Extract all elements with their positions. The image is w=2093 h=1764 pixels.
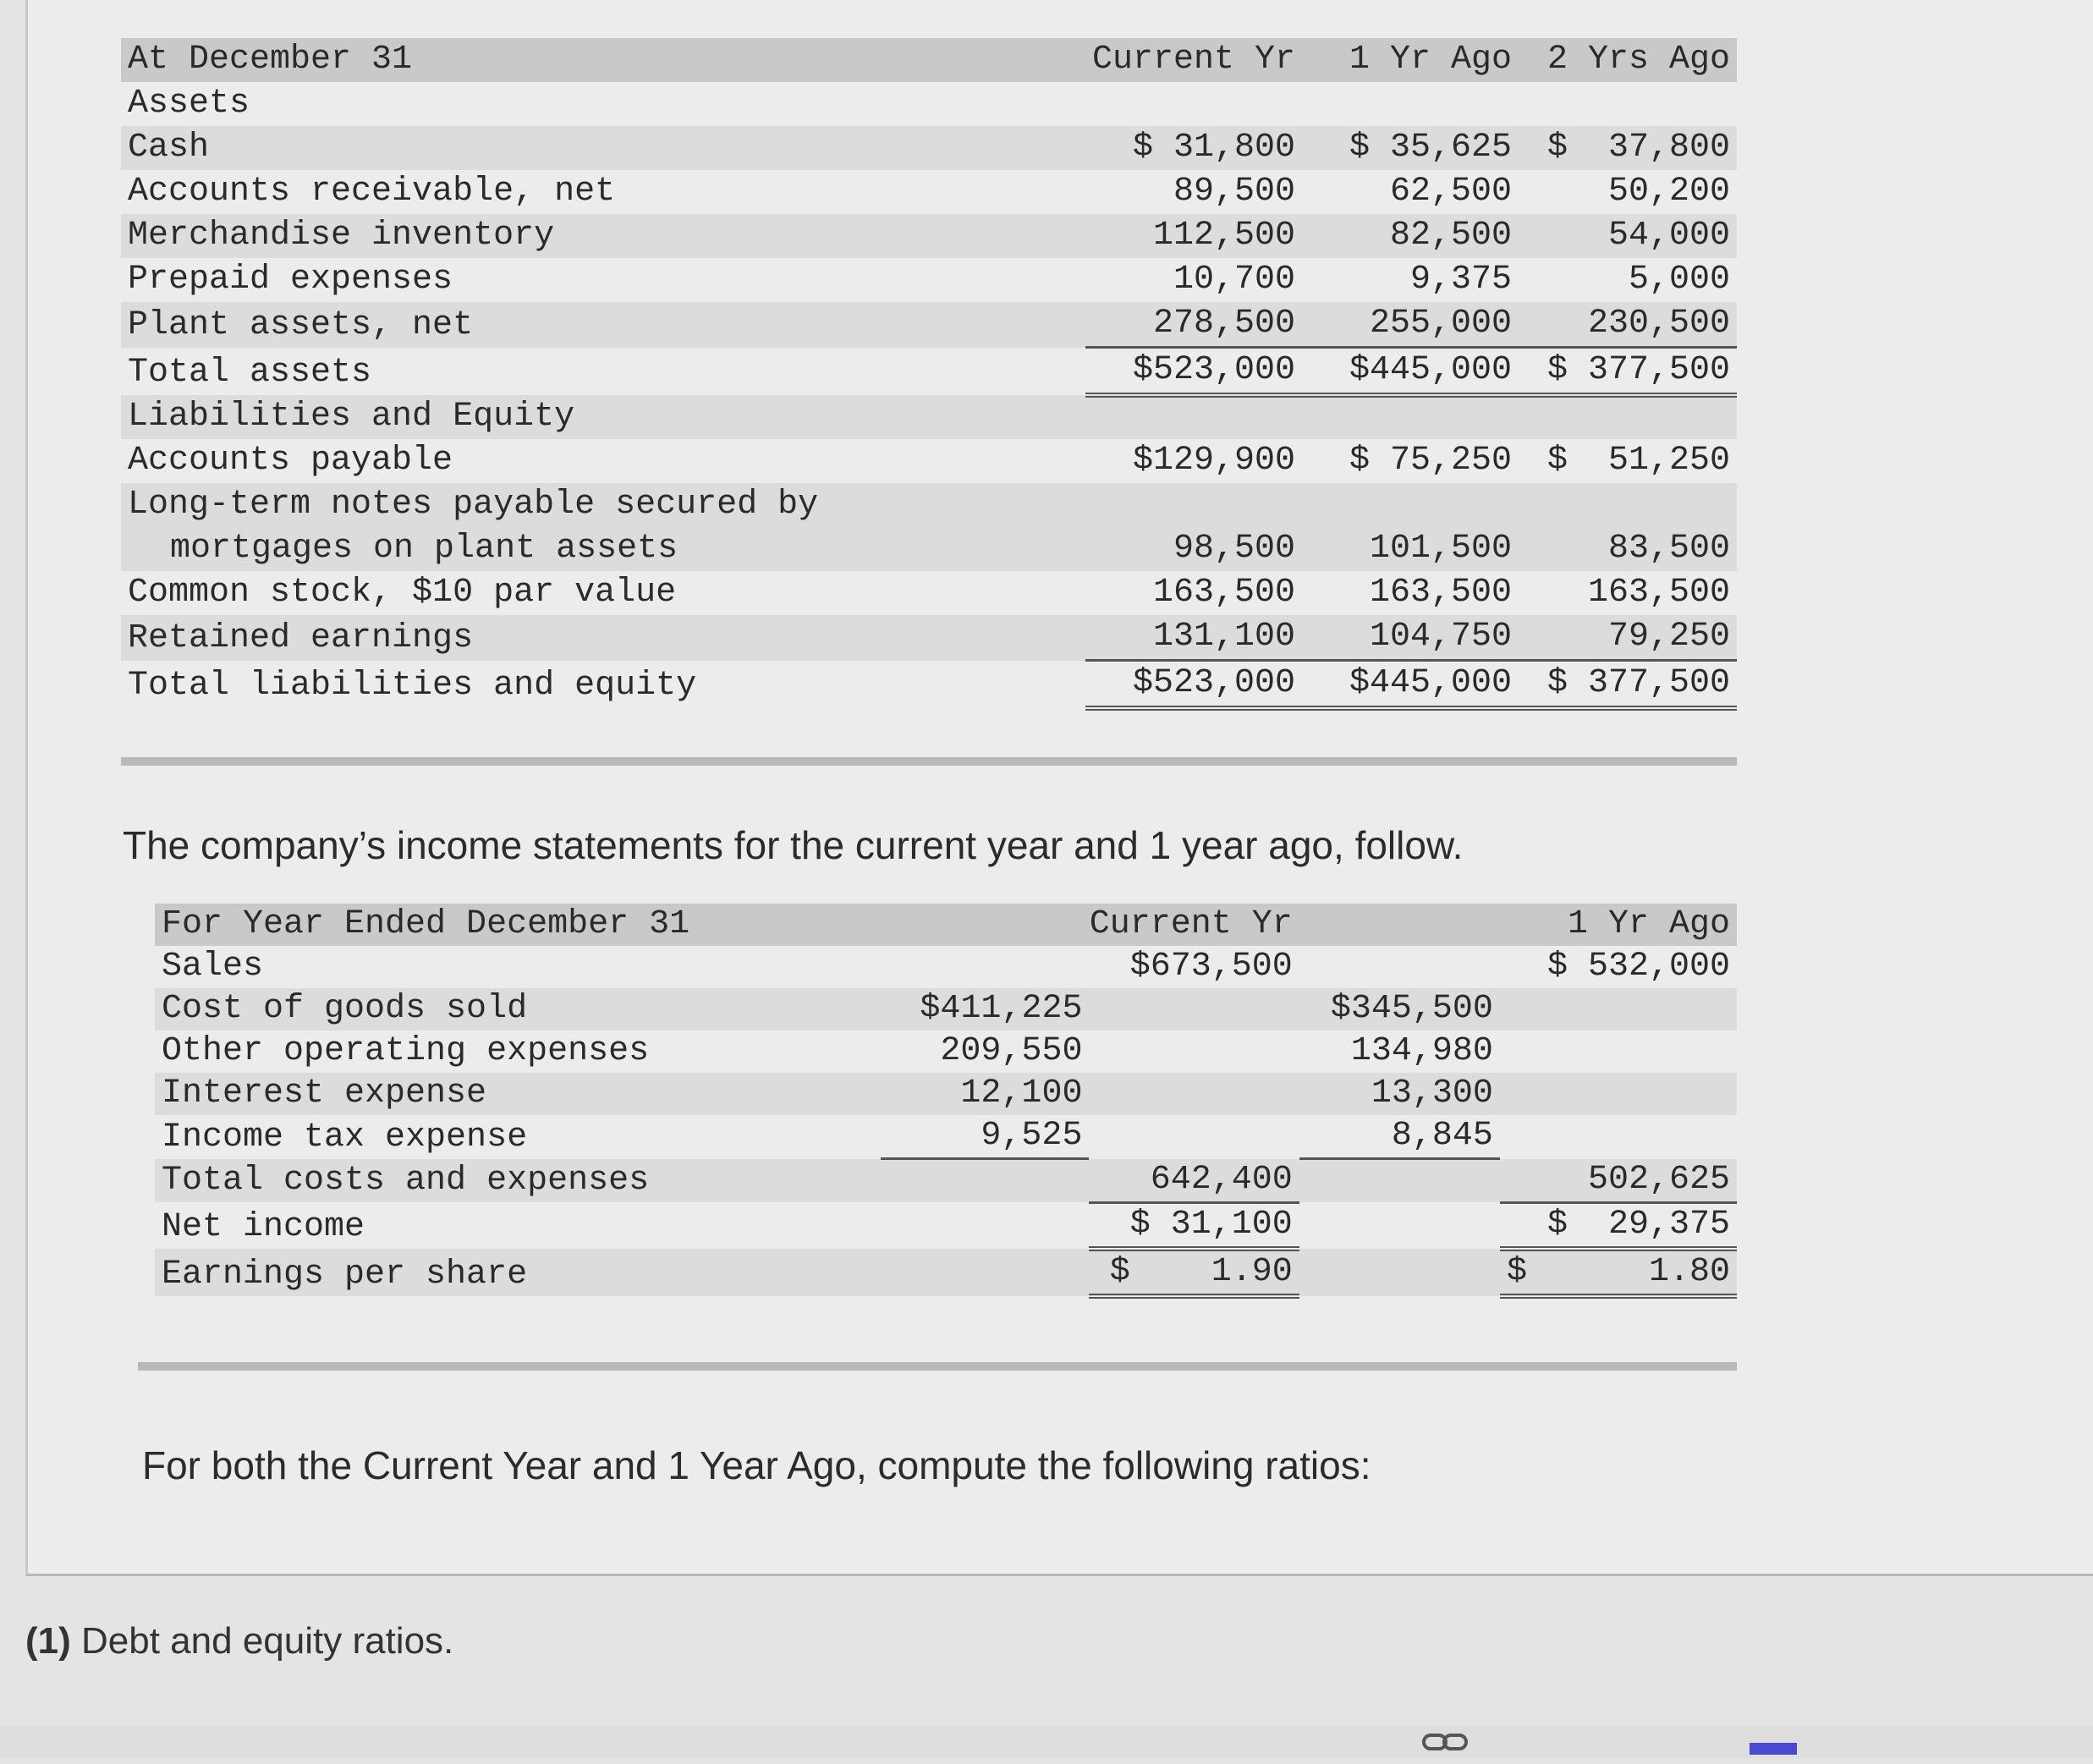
cell-value: 82,500: [1302, 214, 1519, 258]
is-col-current: Current Yr: [881, 904, 1299, 946]
question-number: (1): [25, 1620, 71, 1662]
row-label: Long-term notes payable secured by: [121, 483, 1085, 527]
table-row: [121, 483, 1737, 527]
cell-value: $ 75,250: [1349, 442, 1512, 480]
row-label: Total costs and expenses: [155, 1159, 881, 1203]
income-header: [155, 904, 1737, 946]
bs-col-1yr: 1 Yr Ago: [1302, 38, 1519, 82]
table-row: [121, 439, 1737, 483]
table-row: [121, 615, 1737, 661]
cell-value: $523,000: [1085, 661, 1302, 709]
balance-sheet: [121, 38, 1737, 711]
cell-value: 502,625: [1500, 1159, 1737, 1203]
question-1: [25, 1620, 453, 1662]
is-col-prior: 1 Yr Ago: [1299, 904, 1737, 946]
cell-value: 9,375: [1409, 261, 1512, 299]
row-label: Plant assets, net: [121, 302, 1085, 348]
cell-value: 230,500: [1519, 302, 1737, 348]
cell-value: $ 31,800: [1085, 126, 1302, 170]
row-label: Earnings per share: [155, 1249, 881, 1296]
row-label: Retained earnings: [121, 615, 1085, 661]
cell-value: 62,500: [1389, 173, 1512, 211]
cell-value: 83,500: [1519, 527, 1737, 571]
sales-row: [155, 946, 1737, 988]
cell-value: 134,980: [1350, 1032, 1493, 1070]
cell-value: $ 51,250: [1546, 442, 1730, 480]
row-label: Net income: [162, 1207, 365, 1246]
table-row: [121, 170, 1737, 214]
cell-value: $345,500: [1299, 988, 1500, 1030]
assets-heading: Assets: [128, 85, 250, 123]
cell-value: 278,500: [1085, 302, 1302, 348]
bs-col-2yr: 2 Yrs Ago: [1519, 38, 1737, 82]
section-divider: [121, 757, 1737, 766]
row-label: Income tax expense: [162, 1118, 528, 1157]
cell-value: 104,750: [1302, 615, 1519, 661]
table-row: [155, 1073, 1737, 1115]
cell-value: $ 35,625: [1302, 126, 1519, 170]
cell-value: 54,000: [1519, 214, 1737, 258]
is-header-label: For Year Ended December 31: [155, 904, 881, 946]
assets-heading-row: [121, 82, 1737, 126]
table-row: [121, 571, 1737, 615]
row-label: mortgages on plant assets: [121, 527, 1085, 571]
table-row: [155, 1030, 1737, 1073]
eps-row: [155, 1249, 1737, 1296]
table-row: [121, 258, 1737, 302]
question-text: Debt and equity ratios.: [81, 1620, 454, 1662]
cell-value: $129,900: [1132, 442, 1295, 480]
cell-value: $ 29,375: [1500, 1202, 1737, 1249]
cell-value: 13,300: [1299, 1073, 1500, 1115]
cell-value: $ 37,800: [1519, 126, 1737, 170]
row-label: Sales: [162, 948, 264, 986]
table-row: [121, 302, 1737, 348]
row-label: Accounts receivable, net: [128, 173, 616, 211]
row-label: Common stock, $10 par value: [128, 574, 677, 612]
table-row: [121, 214, 1737, 258]
cell-value: $ 377,500: [1519, 348, 1737, 396]
cell-value: 79,250: [1519, 615, 1737, 661]
net-income-row: [155, 1202, 1737, 1249]
cell-value: 9,525: [881, 1115, 1089, 1159]
cell-value: $445,000: [1302, 348, 1519, 396]
cell-value: 163,500: [1369, 574, 1512, 612]
cell-value: 255,000: [1302, 302, 1519, 348]
cell-value: $ 377,500: [1519, 661, 1737, 709]
row-label: Accounts payable: [128, 442, 453, 480]
cell-value: 163,500: [1152, 574, 1295, 612]
liabilities-heading-row: [121, 395, 1737, 439]
table-row: [121, 527, 1737, 571]
cell-value: $673,500: [1129, 948, 1293, 986]
cell-value: 209,550: [940, 1032, 1083, 1070]
table-row: [155, 988, 1737, 1030]
row-label: Prepaid expenses: [128, 261, 453, 299]
liabilities-heading: Liabilities and Equity: [121, 395, 1085, 439]
cell-value: 98,500: [1085, 527, 1302, 571]
row-label: Merchandise inventory: [121, 214, 1085, 258]
cell-value: 112,500: [1085, 214, 1302, 258]
cell-value: 163,500: [1587, 574, 1730, 612]
problem-card: [25, 0, 2093, 1576]
cell-value: 131,100: [1085, 615, 1302, 661]
bs-col-current: Current Yr: [1085, 38, 1302, 82]
row-label: Total liabilities and equity: [128, 667, 697, 705]
intro-text: The company’s income statements for the current year and 1 year ago, follow.: [123, 823, 1464, 867]
cell-value: 642,400: [1089, 1159, 1299, 1203]
cell-value: $ 1.90: [1089, 1249, 1299, 1296]
cell-value: 10,700: [1173, 261, 1295, 299]
cell-value: 12,100: [881, 1073, 1089, 1115]
cell-value: $411,225: [881, 988, 1089, 1030]
cell-value: $523,000: [1085, 348, 1302, 396]
cell-value: 101,500: [1302, 527, 1519, 571]
grid-icon[interactable]: [1750, 1743, 1797, 1755]
section-divider: [138, 1362, 1737, 1371]
row-label: Other operating expenses: [162, 1032, 650, 1070]
cell-value: $ 1.80: [1500, 1249, 1737, 1296]
row-label: Total assets: [128, 354, 372, 392]
total-liabilities-row: [121, 661, 1737, 709]
cell-value: 89,500: [1173, 173, 1295, 211]
row-label: Interest expense: [155, 1073, 881, 1115]
cell-value: 5,000: [1628, 261, 1730, 299]
row-label: Cost of goods sold: [155, 988, 881, 1030]
cell-value: 8,845: [1299, 1115, 1500, 1159]
table-row: [155, 1115, 1737, 1159]
bs-header-label: At December 31: [121, 38, 1085, 82]
total-assets-row: [121, 348, 1737, 396]
total-costs-row: [155, 1159, 1737, 1203]
table-row: [121, 126, 1737, 170]
income-statement: [155, 904, 1737, 1299]
cell-value: $445,000: [1302, 661, 1519, 709]
cell-value: $ 532,000: [1546, 948, 1730, 986]
cell-value: $ 31,100: [1089, 1202, 1299, 1249]
balance-sheet-header: [121, 38, 1737, 82]
link-icon[interactable]: [1421, 1726, 1469, 1764]
row-label: Cash: [121, 126, 1085, 170]
instruction-text: For both the Current Year and 1 Year Ago, compute the following ratios:: [142, 1443, 1371, 1487]
cell-value: 50,200: [1607, 173, 1730, 211]
